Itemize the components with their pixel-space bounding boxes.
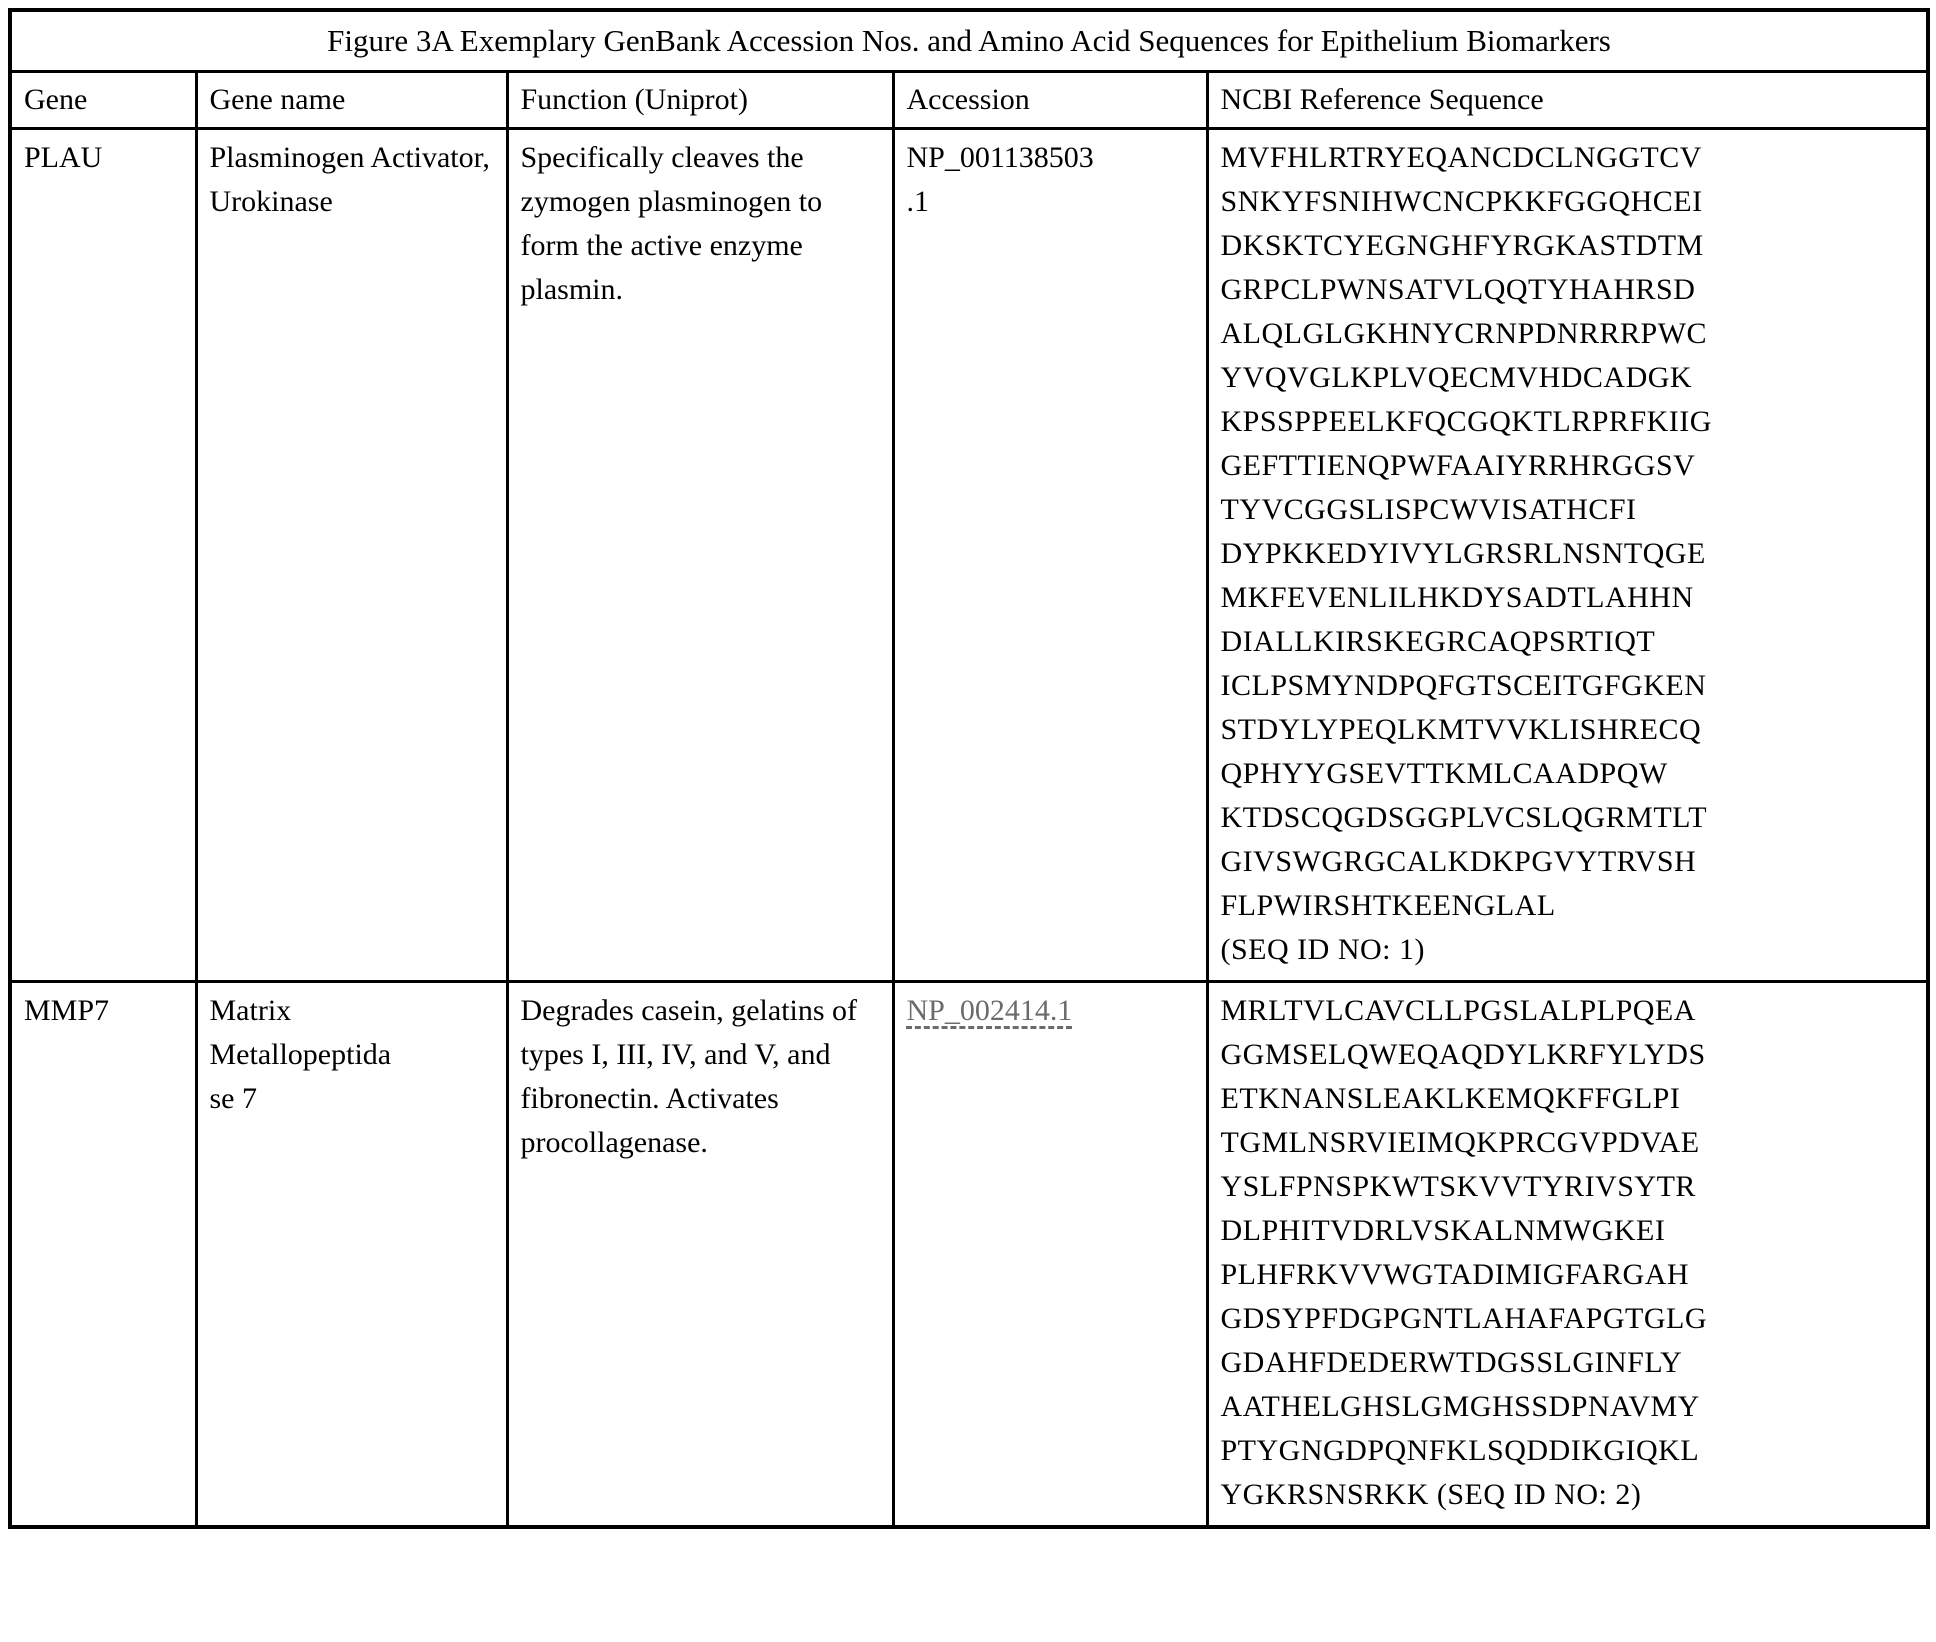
- table-header-row: [10, 72, 1928, 129]
- gene-name: Matrix Metallopeptida se 7: [196, 982, 507, 1528]
- col-header-gene: Gene: [10, 72, 196, 129]
- amino-acid-sequence: MVFHLRTRYEQANCDCLNGGTCV SNKYFSNIHWCNCPKKFGGQHCEI DKSKTCYEGNGHFYRGKASTDTM GRPCLPWNSATVLQQTYHAHRSD ALQLGLGKHNYCRNPDNRRRPWC YVQVGLKPLVQECMVHDCADGK KPSSPPEELKFQCGQKTLRPRFKIIG GEFTTIENQPWFAAIYRRHRGGSV TYVCGGSLISPCWVISATHCFI DYPKKEDYIVYLGRSRLNSNTQGE MKFEVENLILHKDYSADTLAHHN DIALLKIRSKEGRCAQPSRTIQT ICLPSMYNDPQFGTSCEITGFGKEN STDYLYPEQLKMTVVKLISHRECQ QPHYYGSEVTTKMLCAADPQW KTDSCQGDSGGPLVCSLQGRMTLT GIVSWGRGCALKDKPGVYTRVSH FLPWIRSHTKEENGLAL (SEQ ID NO: 1): [1207, 129, 1928, 982]
- col-header-accession: Accession: [893, 72, 1207, 129]
- figure-title-row: [10, 10, 1928, 72]
- table-row-mmp7: [10, 982, 1928, 1528]
- col-header-function: Function (Uniprot): [507, 72, 893, 129]
- accession-link[interactable]: NP_002414.1: [906, 994, 1073, 1027]
- col-header-ncbi-sequence: NCBI Reference Sequence: [1207, 72, 1928, 129]
- accession-number-cell: [893, 982, 1207, 1528]
- table-row-plau: [10, 129, 1928, 982]
- gene-name: Plasminogen Activator, Urokinase: [196, 129, 507, 982]
- col-header-gene-name: Gene name: [196, 72, 507, 129]
- gene-function: Degrades casein, gelatins of types I, III, IV, and V, and fibronectin. Activates procollagenase.: [507, 982, 893, 1528]
- gene-symbol: PLAU: [10, 129, 196, 982]
- gene-function: Specifically cleaves the zymogen plasminogen to form the active enzyme plasmin.: [507, 129, 893, 982]
- biomarker-table: [8, 8, 1930, 1529]
- accession-number: NP_001138503 .1: [893, 129, 1207, 982]
- figure-title: Figure 3A Exemplary GenBank Accession Nos. and Amino Acid Sequences for Epithelium Biomarkers: [10, 10, 1928, 72]
- gene-symbol: MMP7: [10, 982, 196, 1528]
- amino-acid-sequence: MRLTVLCAVCLLPGSLALPLPQEA GGMSELQWEQAQDYLKRFYLYDS ETKNANSLEAKLKEMQKFFGLPI TGMLNSRVIEIMQKPRCGVPDVAE YSLFPNSPKWTSKVVTYRIVSYTR DLPHITVDRLVSKALNMWGKEI PLHFRKVVWGTADIMIGFARGAH GDSYPFDGPGNTLAHAFAPGTGLG GDAHFDEDERWTDGSSLGINFLY AATHELGHSLGMGHSSDPNAVMY PTYGNGDPQNFKLSQDDIKGIQKL YGKRSNSRKK (SEQ ID NO: 2): [1207, 982, 1928, 1528]
